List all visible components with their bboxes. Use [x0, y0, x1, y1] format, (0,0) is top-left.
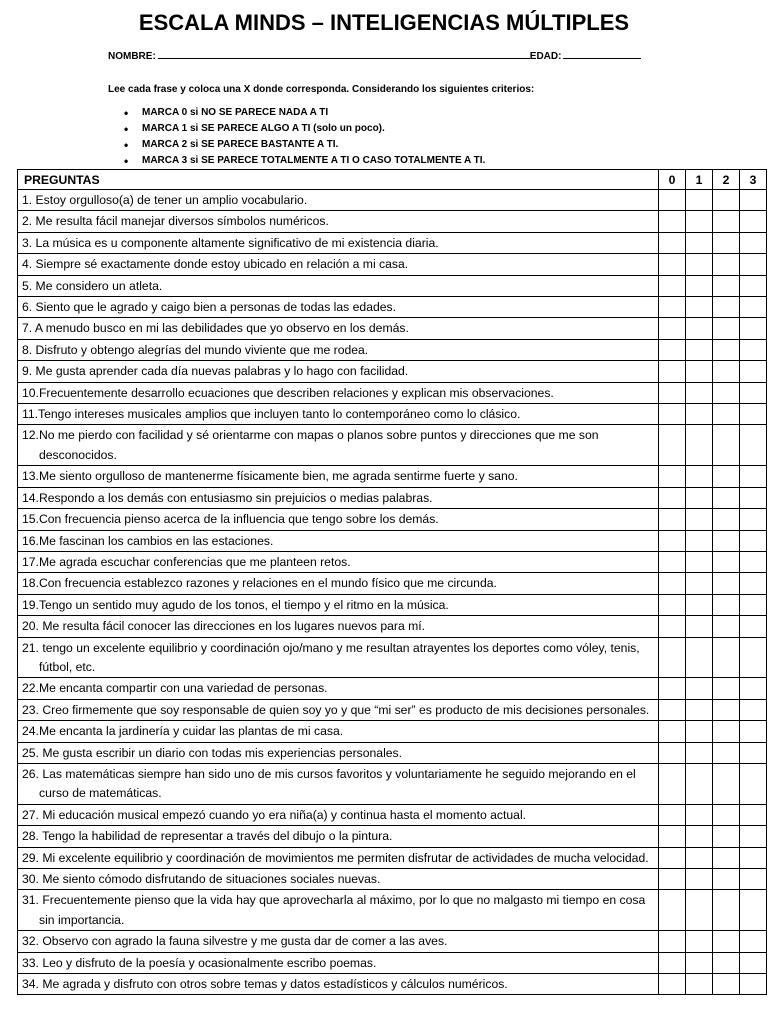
question-text: 26. Las matemáticas siempre han sido uno de mis cursos favoritos y voluntariamente he seguido mejorando en el curso de matemáticas. [22, 766, 636, 801]
table-row [18, 487, 767, 508]
score-cell-0[interactable] [659, 211, 686, 232]
question-cell [18, 826, 659, 847]
score-cell-1[interactable] [686, 974, 713, 995]
score-cell-0[interactable] [659, 404, 686, 425]
question-text: 3. La música es u componente altamente significativo de mi existencia diaria. [22, 235, 439, 250]
score-header-2: 2 [713, 170, 740, 190]
question-cell [18, 551, 659, 572]
score-cell-1[interactable] [686, 699, 713, 720]
score-cell-3[interactable] [740, 678, 767, 699]
table-row [18, 318, 767, 339]
score-cell-0[interactable] [659, 804, 686, 825]
score-cell-1[interactable] [686, 678, 713, 699]
score-cell-0[interactable] [659, 232, 686, 253]
score-cell-3[interactable] [740, 425, 767, 466]
score-cell-2[interactable] [713, 804, 740, 825]
score-cell-3[interactable] [740, 763, 767, 804]
score-cell-1[interactable] [686, 339, 713, 360]
score-cell-1[interactable] [686, 487, 713, 508]
score-header-1: 1 [686, 170, 713, 190]
table-row [18, 804, 767, 825]
table-row [18, 551, 767, 572]
question-cell [18, 232, 659, 253]
table-row [18, 339, 767, 360]
question-text: 24.Me encanta la jardinería y cuidar las plantas de mi casa. [22, 724, 344, 739]
table-row [18, 594, 767, 615]
table-row [18, 361, 767, 382]
name-age-line [108, 51, 641, 62]
score-cell-0[interactable] [659, 721, 686, 742]
table-row [18, 826, 767, 847]
score-cell-3[interactable] [740, 637, 767, 678]
score-cell-2[interactable] [713, 211, 740, 232]
score-cell-0[interactable] [659, 551, 686, 572]
score-cell-1[interactable] [686, 637, 713, 678]
score-cell-0[interactable] [659, 699, 686, 720]
score-cell-3[interactable] [740, 509, 767, 530]
question-text: 12.No me pierdo con facilidad y sé orientarme con mapas o planos sobre puntos y direcciones que me son desconocidos. [22, 428, 599, 462]
score-cell-1[interactable] [686, 573, 713, 594]
question-text: 34. Me agrada y disfruto con otros sobre temas y datos estadísticos y cálculos numéricos. [22, 977, 508, 992]
question-text: 18.Con frecuencia establezco razones y relaciones en el mundo físico que me circunda. [22, 576, 497, 591]
score-cell-1[interactable] [686, 551, 713, 572]
score-cell-0[interactable] [659, 826, 686, 847]
score-cell-3[interactable] [740, 594, 767, 615]
table-row [18, 211, 767, 232]
question-cell [18, 509, 659, 530]
score-cell-0[interactable] [659, 763, 686, 804]
question-cell [18, 466, 659, 487]
score-cell-3[interactable] [740, 318, 767, 339]
score-cell-2[interactable] [713, 826, 740, 847]
score-cell-2[interactable] [713, 551, 740, 572]
score-cell-0[interactable] [659, 382, 686, 403]
question-cell [18, 361, 659, 382]
score-cell-1[interactable] [686, 404, 713, 425]
score-cell-1[interactable] [686, 254, 713, 275]
table-row [18, 297, 767, 318]
question-cell [18, 382, 659, 403]
score-cell-1[interactable] [686, 847, 713, 868]
question-cell [18, 211, 659, 232]
question-cell [18, 678, 659, 699]
score-cell-1[interactable] [686, 952, 713, 973]
score-cell-3[interactable] [740, 699, 767, 720]
score-cell-0[interactable] [659, 487, 686, 508]
question-cell [18, 637, 659, 678]
question-cell [18, 742, 659, 763]
score-cell-3[interactable] [740, 339, 767, 360]
question-cell [18, 594, 659, 615]
score-cell-2[interactable] [713, 869, 740, 890]
table-row [18, 254, 767, 275]
question-cell [18, 573, 659, 594]
question-text: 28. Tengo la habilidad de representar a través del dibujo o la pintura. [22, 829, 393, 844]
question-text: 10.Frecuentemente desarrollo ecuaciones que describen relaciones y explican mis observaciones. [22, 385, 554, 400]
score-cell-0[interactable] [659, 339, 686, 360]
score-cell-3[interactable] [740, 254, 767, 275]
score-cell-3[interactable] [740, 190, 767, 211]
question-cell [18, 952, 659, 973]
age-label: EDAD: [529, 51, 562, 62]
score-cell-2[interactable] [713, 530, 740, 551]
score-cell-1[interactable] [686, 763, 713, 804]
score-cell-2[interactable] [713, 616, 740, 637]
table-row [18, 404, 767, 425]
question-text: 25. Me gusta escribir un diario con todas mis experiencias personales. [22, 745, 403, 760]
question-cell [18, 931, 659, 952]
score-cell-3[interactable] [740, 847, 767, 868]
table-row [18, 425, 767, 466]
question-text: 21. tengo un excelente equilibrio y coordinación ojo/mano y me resultan atrayentes los deportes como vóley, tenis, fútbol, etc. [22, 640, 640, 674]
questions-header: PREGUNTAS [18, 170, 659, 190]
question-cell [18, 425, 659, 466]
score-cell-0[interactable] [659, 931, 686, 952]
score-cell-0[interactable] [659, 742, 686, 763]
score-cell-3[interactable] [740, 466, 767, 487]
score-cell-2[interactable] [713, 742, 740, 763]
score-cell-1[interactable] [686, 211, 713, 232]
score-cell-1[interactable] [686, 890, 713, 931]
criteria-list [124, 105, 485, 169]
score-cell-1[interactable] [686, 509, 713, 530]
question-text: 9. Me gusta aprender cada día nuevas palabras y lo hago con facilidad. [22, 364, 409, 379]
question-cell [18, 869, 659, 890]
score-cell-2[interactable] [713, 318, 740, 339]
score-cell-0[interactable] [659, 869, 686, 890]
score-cell-0[interactable] [659, 190, 686, 211]
score-cell-0[interactable] [659, 425, 686, 466]
question-text: 16.Me fascinan los cambios en las estaciones. [22, 533, 274, 548]
age-field[interactable] [563, 58, 641, 59]
score-cell-2[interactable] [713, 763, 740, 804]
question-cell [18, 699, 659, 720]
score-cell-1[interactable] [686, 425, 713, 466]
score-cell-2[interactable] [713, 466, 740, 487]
score-cell-3[interactable] [740, 974, 767, 995]
questions-body [18, 190, 767, 995]
score-cell-3[interactable] [740, 890, 767, 931]
question-text: 14.Respondo a los demás con entusiasmo sin prejuicios o medias palabras. [22, 490, 433, 505]
question-text: 22.Me encanta compartir con una variedad de personas. [22, 681, 328, 696]
question-text: 11.Tengo intereses musicales amplios que incluyen tanto lo contemporáneo como lo clásico. [22, 407, 521, 422]
score-cell-1[interactable] [686, 616, 713, 637]
score-cell-0[interactable] [659, 847, 686, 868]
score-cell-2[interactable] [713, 847, 740, 868]
score-cell-2[interactable] [713, 637, 740, 678]
question-cell [18, 616, 659, 637]
table-row [18, 637, 767, 678]
question-text: 2. Me resulta fácil manejar diversos símbolos numéricos. [22, 214, 329, 229]
table-row [18, 190, 767, 211]
score-cell-1[interactable] [686, 530, 713, 551]
question-cell [18, 721, 659, 742]
question-cell [18, 318, 659, 339]
score-cell-2[interactable] [713, 190, 740, 211]
score-cell-3[interactable] [740, 361, 767, 382]
question-text: 20. Me resulta fácil conocer las direcciones en los lugares nuevos para mí. [22, 619, 426, 634]
question-text: 19.Tengo un sentido muy agudo de los tonos, el tiempo y el ritmo en la música. [22, 597, 449, 612]
question-cell [18, 530, 659, 551]
table-row [18, 721, 767, 742]
table-row [18, 763, 767, 804]
question-cell [18, 297, 659, 318]
score-cell-0[interactable] [659, 530, 686, 551]
question-text: 5. Me considero un atleta. [22, 278, 163, 293]
score-cell-2[interactable] [713, 275, 740, 296]
score-cell-2[interactable] [713, 678, 740, 699]
score-cell-1[interactable] [686, 361, 713, 382]
score-cell-2[interactable] [713, 487, 740, 508]
question-text: 32. Observo con agrado la fauna silvestre y me gusta dar de comer a las aves. [22, 934, 448, 949]
question-text: 27. Mi educación musical empezó cuando yo era niña(a) y continua hasta el momento actual. [22, 807, 527, 822]
criteria-item: • MARCA 0 si NO SE PARECE NADA A TI [124, 105, 485, 121]
score-cell-2[interactable] [713, 509, 740, 530]
score-cell-0[interactable] [659, 318, 686, 339]
score-cell-0[interactable] [659, 974, 686, 995]
question-text: 29. Mi excelente equilibrio y coordinación de movimientos me permiten disfrutar de actividades de mucha velocidad. [22, 850, 649, 865]
question-text: 7. A menudo busco en mi las debilidades que yo observo en los demás. [22, 321, 409, 336]
question-cell [18, 487, 659, 508]
question-text: 23. Creo firmemente que soy responsable de quien soy yo y que “mi ser” es producto de mis decisiones personales. [22, 702, 650, 717]
question-cell [18, 890, 659, 931]
score-cell-0[interactable] [659, 254, 686, 275]
score-cell-3[interactable] [740, 211, 767, 232]
score-cell-3[interactable] [740, 573, 767, 594]
page-title: ESCALA MINDS – INTELIGENCIAS MÚLTIPLES [138, 10, 630, 35]
score-cell-1[interactable] [686, 869, 713, 890]
score-cell-3[interactable] [740, 530, 767, 551]
criteria-item: • MARCA 2 si SE PARECE BASTANTE A TI. [124, 137, 485, 153]
question-text: 17.Me agrada escuchar conferencias que me planteen retos. [22, 554, 351, 569]
question-text: 8. Disfruto y obtengo alegrías del mundo viviente que me rodea. [22, 342, 369, 357]
question-cell [18, 190, 659, 211]
score-cell-3[interactable] [740, 869, 767, 890]
table-row [18, 974, 767, 995]
score-cell-0[interactable] [659, 509, 686, 530]
question-cell [18, 275, 659, 296]
score-cell-1[interactable] [686, 190, 713, 211]
question-text: 30. Me siento cómodo disfrutando de situaciones sociales nuevas. [22, 872, 381, 886]
score-cell-0[interactable] [659, 616, 686, 637]
score-cell-3[interactable] [740, 487, 767, 508]
criteria-item: • MARCA 1 si SE PARECE ALGO A TI (solo un poco). [124, 121, 485, 137]
score-cell-2[interactable] [713, 699, 740, 720]
name-label: NOMBRE: [108, 51, 156, 62]
score-cell-3[interactable] [740, 804, 767, 825]
score-cell-2[interactable] [713, 721, 740, 742]
name-field[interactable] [158, 58, 530, 59]
score-cell-2[interactable] [713, 931, 740, 952]
table-row [18, 699, 767, 720]
score-cell-0[interactable] [659, 466, 686, 487]
score-cell-3[interactable] [740, 826, 767, 847]
score-cell-1[interactable] [686, 931, 713, 952]
score-cell-2[interactable] [713, 254, 740, 275]
score-cell-2[interactable] [713, 890, 740, 931]
question-text: 31. Frecuentemente pienso que la vida hay que aprovecharla al máximo, por lo que no malgasto mi tiempo en cosa sin importancia. [22, 893, 646, 927]
score-cell-3[interactable] [740, 232, 767, 253]
table-row [18, 869, 767, 890]
score-cell-2[interactable] [713, 425, 740, 466]
question-text: 6. Siento que le agrado y caigo bien a personas de todas las edades. [22, 300, 397, 315]
table-row [18, 509, 767, 530]
score-cell-2[interactable] [713, 232, 740, 253]
score-cell-1[interactable] [686, 275, 713, 296]
score-cell-1[interactable] [686, 318, 713, 339]
table-row [18, 742, 767, 763]
score-cell-2[interactable] [713, 594, 740, 615]
question-cell [18, 339, 659, 360]
score-cell-2[interactable] [713, 952, 740, 973]
score-cell-2[interactable] [713, 361, 740, 382]
question-cell [18, 847, 659, 868]
score-cell-3[interactable] [740, 275, 767, 296]
score-cell-3[interactable] [740, 616, 767, 637]
score-cell-2[interactable] [713, 573, 740, 594]
score-cell-3[interactable] [740, 742, 767, 763]
score-cell-2[interactable] [713, 404, 740, 425]
instructions-text: Lee cada frase y coloca una X donde corresponda. Considerando los siguientes criterios: [108, 84, 535, 95]
score-cell-1[interactable] [686, 804, 713, 825]
score-cell-1[interactable] [686, 466, 713, 487]
score-cell-0[interactable] [659, 637, 686, 678]
score-cell-3[interactable] [740, 931, 767, 952]
score-cell-0[interactable] [659, 890, 686, 931]
table-row [18, 232, 767, 253]
question-cell [18, 974, 659, 995]
score-cell-2[interactable] [713, 339, 740, 360]
score-header-3: 3 [740, 170, 767, 190]
score-cell-1[interactable] [686, 382, 713, 403]
question-text: 15.Con frecuencia pienso acerca de la influencia que tengo sobre los demás. [22, 512, 439, 527]
score-cell-3[interactable] [740, 551, 767, 572]
score-cell-2[interactable] [713, 382, 740, 403]
score-cell-3[interactable] [740, 952, 767, 973]
question-text: 13.Me siento orgulloso de mantenerme físicamente bien, me agrada sentirme fuerte y sano. [22, 469, 518, 484]
score-header-0: 0 [659, 170, 686, 190]
score-cell-3[interactable] [740, 721, 767, 742]
score-cell-3[interactable] [740, 297, 767, 318]
table-row [18, 847, 767, 868]
criteria-item: • MARCA 3 si SE PARECE TOTALMENTE A TI O CASO TOTALMENTE A TI. [124, 153, 485, 169]
table-row [18, 530, 767, 551]
score-cell-2[interactable] [713, 297, 740, 318]
question-cell [18, 404, 659, 425]
score-cell-3[interactable] [740, 404, 767, 425]
questions-table [17, 169, 767, 995]
question-cell [18, 763, 659, 804]
score-cell-0[interactable] [659, 952, 686, 973]
score-cell-0[interactable] [659, 361, 686, 382]
score-cell-0[interactable] [659, 678, 686, 699]
table-row [18, 678, 767, 699]
question-text: 4. Siempre sé exactamente donde estoy ubicado en relación a mi casa. [22, 257, 409, 272]
table-row [18, 890, 767, 931]
score-cell-0[interactable] [659, 594, 686, 615]
table-row [18, 573, 767, 594]
table-row [18, 466, 767, 487]
table-row [18, 952, 767, 973]
table-header-row [18, 170, 767, 190]
score-cell-1[interactable] [686, 742, 713, 763]
question-cell [18, 804, 659, 825]
score-cell-0[interactable] [659, 573, 686, 594]
score-cell-1[interactable] [686, 232, 713, 253]
table-row [18, 382, 767, 403]
score-cell-0[interactable] [659, 275, 686, 296]
table-row [18, 616, 767, 637]
table-row [18, 275, 767, 296]
score-cell-1[interactable] [686, 721, 713, 742]
score-cell-1[interactable] [686, 297, 713, 318]
score-cell-2[interactable] [713, 974, 740, 995]
table-row [18, 931, 767, 952]
score-cell-0[interactable] [659, 297, 686, 318]
question-text: 33. Leo y disfruto de la poesía y ocasionalmente escribo poemas. [22, 955, 377, 970]
question-text: 1. Estoy orgulloso(a) de tener un amplio vocabulario. [22, 193, 308, 207]
score-cell-3[interactable] [740, 382, 767, 403]
question-cell [18, 254, 659, 275]
score-cell-1[interactable] [686, 826, 713, 847]
score-cell-1[interactable] [686, 594, 713, 615]
